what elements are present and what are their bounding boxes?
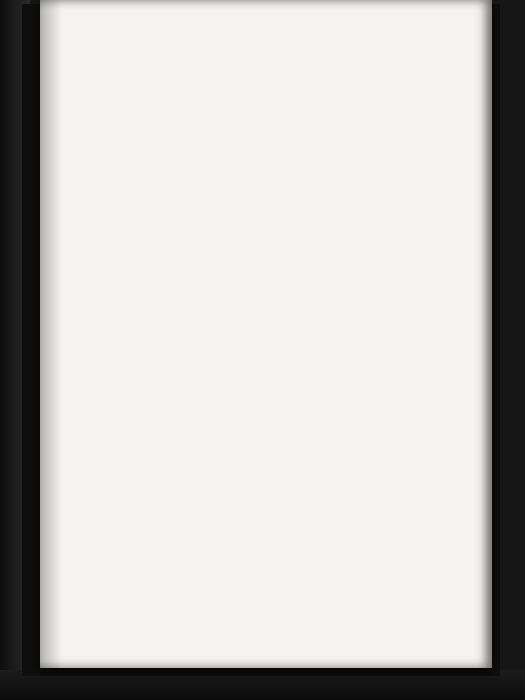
table-of-contents bbox=[112, 92, 502, 95]
book-page bbox=[40, 0, 492, 668]
part-heading bbox=[112, 92, 502, 95]
